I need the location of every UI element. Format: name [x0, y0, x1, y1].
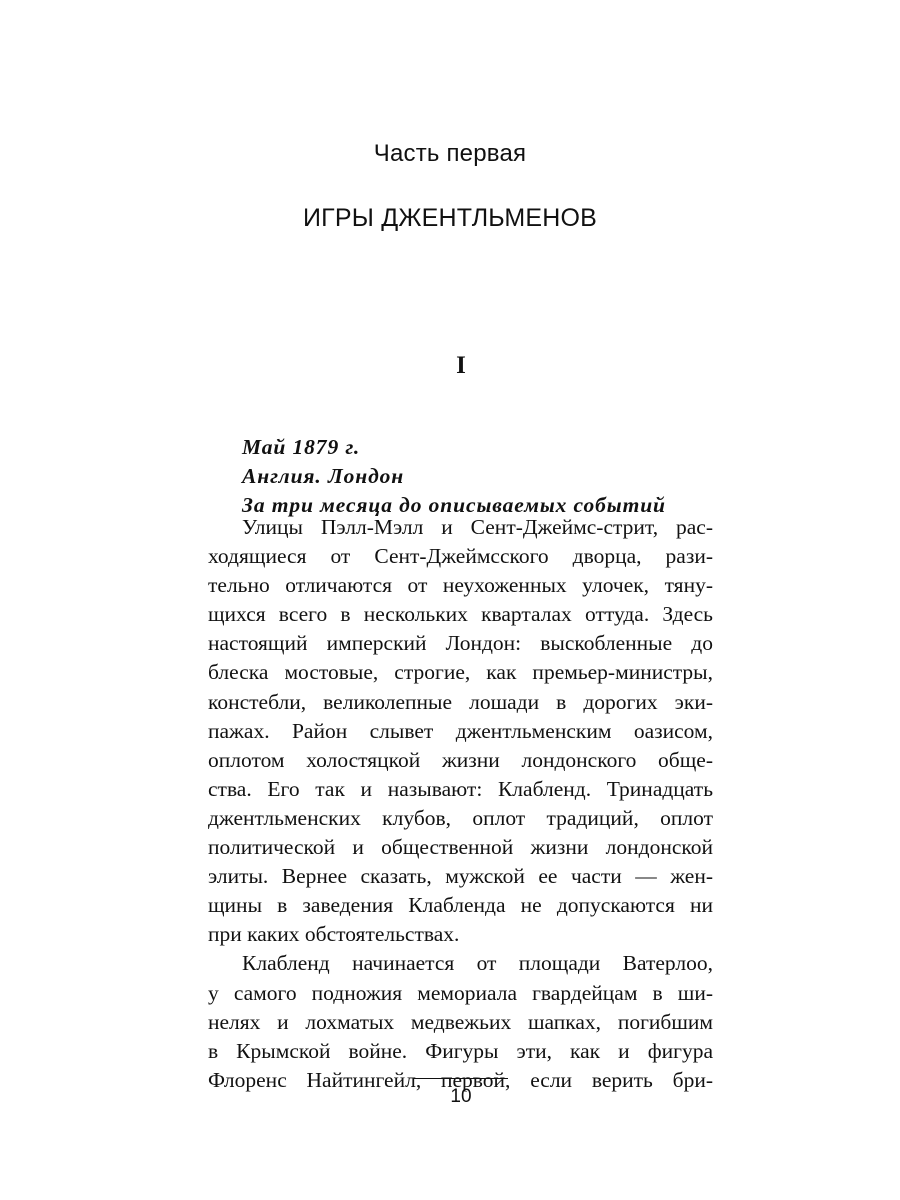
text-line: у самого подножия мемориала гвардейцам в ши- [208, 980, 713, 1005]
text-line: при каких обстоятельствах. [208, 922, 460, 947]
text-line: пажах. Район слывет джентльменским оазисом, [208, 718, 713, 743]
text-line: тельно отличаются от неухоженных улочек, тяну- [208, 573, 713, 598]
text-line: элиты. Вернее сказать, мужской ее части — жен- [208, 864, 713, 889]
text-line: щины в заведения Клабленда не допускаются ни [208, 893, 713, 918]
epigraph [242, 433, 666, 520]
epigraph-place: Англия. Лондон [242, 464, 405, 488]
text-line: Улицы Пэлл-Мэлл и Сент-Джеймс-стрит, рас- [242, 515, 713, 539]
epigraph-date: Май 1879 г. [242, 435, 361, 459]
text-line: нелях и лохматых медвежьих шапках, погибшим [208, 1009, 713, 1034]
text-line: констебли, великолепные лошади в дорогих эки- [208, 689, 713, 714]
part-label: Часть первая [373, 140, 527, 167]
text-line: политической и общественной жизни лондонской [208, 835, 713, 860]
part-title: ИГРЫ ДЖЕНТЛЬМЕНОВ [302, 204, 598, 232]
text-line: Флоренс Найтингейл, первой, если верить бри- [208, 1067, 713, 1092]
footer-rule [414, 1078, 508, 1079]
text-line: в Крымской войне. Фигуры эти, как и фигура [208, 1038, 713, 1063]
text-line: джентльменских клубов, оплот традиций, оплот [208, 805, 713, 830]
text-line: блеска мостовые, строгие, как премьер-министры, [208, 660, 713, 685]
text-line: Клабленд начинается от площади Ватерлоо, [242, 951, 713, 976]
chapter-number: I [456, 352, 466, 379]
text-line: оплотом холостяцкой жизни лондонского обще- [208, 747, 713, 772]
body-text [208, 513, 713, 1095]
text-line: ства. Его так и называют: Клабленд. Тринадцать [208, 776, 713, 801]
page-number: 10 [450, 1086, 472, 1107]
text-line: ходящиеся от Сент-Джеймсского дворца, рази- [208, 544, 713, 569]
text-line: щихся всего в нескольких кварталах оттуда. Здесь [208, 602, 713, 627]
text-line: настоящий имперский Лондон: выскобленные до [208, 631, 713, 656]
epigraph-timeframe: За три месяца до описываемых событий [242, 493, 666, 517]
